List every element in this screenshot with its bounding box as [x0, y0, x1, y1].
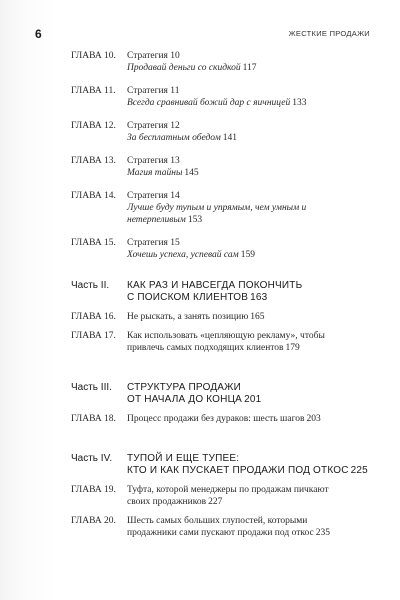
entry-label: Часть IV.	[71, 453, 113, 464]
entry-text: своих продажников	[127, 497, 207, 507]
toc-part-entry	[71, 453, 373, 477]
toc-leader-line	[127, 97, 373, 109]
entry-text: КТО И КАК ПУСКАЕТ ПРОДАЖИ ПОД ОТКОС	[127, 465, 349, 476]
page-number: 6	[35, 27, 42, 41]
entry-label: ГЛАВА 14.	[71, 191, 116, 201]
toc-chapter-entry	[71, 50, 373, 74]
entry-label: ГЛАВА 18.	[71, 414, 116, 424]
toc-leader-line	[127, 496, 373, 508]
toc-part-entry	[71, 280, 373, 304]
toc-leader-line	[127, 465, 373, 477]
entry-page-number: 159	[240, 250, 255, 260]
entry-body	[127, 484, 373, 508]
entry-label: ГЛАВА 20.	[71, 516, 116, 526]
entry-title: Стратегия 14	[127, 191, 180, 201]
entry-text: ОТ НАЧАЛА ДО КОНЦА	[127, 394, 243, 405]
entry-label: ГЛАВА 17.	[71, 331, 116, 341]
toc-chapter-entry	[71, 311, 373, 323]
toc-chapter-entry	[71, 237, 373, 261]
entry-label: ГЛАВА 19.	[71, 485, 116, 495]
entry-label: ГЛАВА 10.	[71, 51, 116, 61]
entry-title: Стратегия 13	[127, 156, 180, 166]
entry-body	[127, 330, 373, 354]
toc-leader-line	[127, 394, 373, 406]
toc-chapter-entry	[71, 85, 373, 109]
entry-text: Шесть самых больших глупостей, которыми	[127, 516, 308, 526]
entry-text: Процесс продажи без дураков: шесть шагов	[127, 414, 305, 424]
toc-leader-line	[127, 311, 373, 323]
entry-text: Продавай деньги со скидкой	[127, 63, 241, 73]
toc-leader-line	[127, 249, 373, 261]
entry-label: ГЛАВА 13.	[71, 156, 116, 166]
entry-body	[127, 155, 373, 179]
entry-title: Стратегия 12	[127, 121, 180, 131]
toc-chapter-entry	[71, 155, 373, 179]
entry-page-number: 179	[285, 343, 300, 353]
entry-body	[127, 190, 373, 226]
entry-text: привлечь самых подходящих клиентов	[127, 343, 284, 353]
entry-title: Стратегия 15	[127, 238, 180, 248]
page-header	[0, 27, 400, 43]
entry-page-number: 145	[184, 168, 199, 178]
entry-body	[127, 120, 373, 144]
toc-leader-line	[127, 167, 373, 179]
entry-page-number: 235	[315, 528, 330, 538]
entry-text: Туфта, которой менеджеры по продажам пичкают	[127, 485, 329, 495]
toc-chapter-entry	[71, 413, 373, 425]
entry-body	[127, 237, 373, 261]
entry-text: Всегда сравнивай божий дар с яичницей	[127, 98, 291, 108]
entry-label: ГЛАВА 16.	[71, 312, 116, 322]
toc-chapter-entry	[71, 515, 373, 539]
entry-page-number: 203	[306, 414, 321, 424]
entry-page-number: 117	[242, 63, 257, 73]
entry-label: Часть III.	[71, 382, 112, 393]
entry-label: Часть II.	[71, 280, 110, 291]
entry-body	[127, 382, 373, 406]
toc-chapter-entry	[71, 484, 373, 508]
entry-title: Стратегия 10	[127, 51, 180, 61]
entry-label: ГЛАВА 11.	[71, 86, 116, 96]
toc-leader-line	[127, 527, 373, 539]
toc-chapter-entry	[71, 190, 373, 226]
entry-text: Хочешь успеха, успевай сам	[127, 250, 239, 260]
toc-leader-line	[127, 214, 373, 226]
toc-leader-line	[127, 413, 373, 425]
entry-page-number: 153	[187, 215, 203, 225]
entry-text: Лучше буду тупым и упрямым, чем умным и	[127, 203, 307, 213]
entry-label: ГЛАВА 12.	[71, 121, 116, 131]
entry-text: нетерпеливым	[127, 215, 186, 225]
entry-page-number: 227	[208, 497, 223, 507]
entry-body	[127, 453, 373, 477]
toc-part-entry	[71, 382, 373, 406]
entry-body	[127, 280, 373, 304]
entry-page-number: 201	[244, 394, 262, 405]
toc-chapter-entry	[71, 120, 373, 144]
entry-body	[127, 50, 373, 74]
entry-page-number: 141	[222, 133, 238, 143]
entry-body	[127, 413, 373, 425]
table-of-contents	[71, 50, 373, 539]
entry-page-number: 225	[350, 465, 368, 476]
entry-text: Не рыскать, а занять позицию	[127, 312, 249, 322]
entry-text: Как использовать «цепляющую рекламу», чтобы	[127, 331, 325, 341]
toc-leader-line	[127, 62, 373, 74]
running-head: ЖЕСТКИЕ ПРОДАЖИ	[288, 29, 370, 38]
entry-text: С ПОИСКОМ КЛИЕНТОВ	[127, 292, 249, 303]
entry-label: ГЛАВА 15.	[71, 238, 116, 248]
entry-text: ТУПОЙ И ЕЩЕ ТУПЕЕ:	[127, 453, 240, 464]
entry-text: СТРУКТУРА ПРОДАЖИ	[127, 382, 241, 393]
toc-chapter-entry	[71, 330, 373, 354]
entry-text: продажники сами пускают продажи под откос	[127, 528, 314, 538]
toc-leader-line	[127, 132, 373, 144]
entry-page-number: 165	[250, 312, 265, 322]
entry-page-number: 163	[250, 292, 268, 303]
entry-page-number: 133	[292, 98, 307, 108]
toc-leader-line	[127, 292, 373, 304]
toc-leader-line	[127, 342, 373, 354]
entry-title: Стратегия 11	[127, 86, 180, 96]
entry-text: Магия тайны	[127, 168, 183, 178]
entry-body	[127, 515, 373, 539]
entry-text: КАК РАЗ И НАВСЕГДА ПОКОНЧИТЬ	[127, 280, 303, 291]
entry-body	[127, 311, 373, 323]
entry-body	[127, 85, 373, 109]
entry-text: За бесплатным обедом	[127, 133, 221, 143]
